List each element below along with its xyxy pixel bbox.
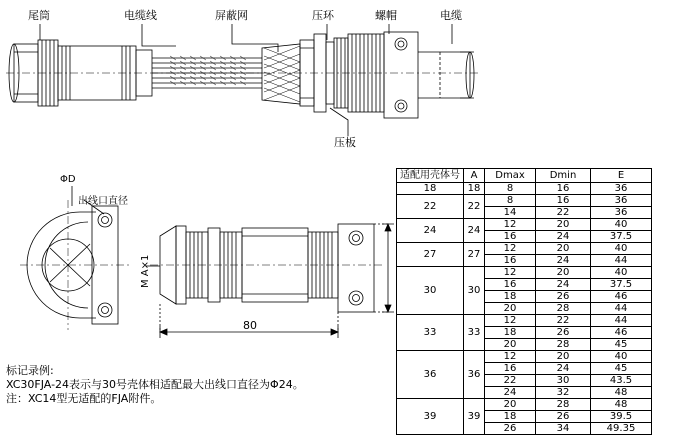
spec-table [396, 168, 652, 435]
cell-dmax: 22 [485, 375, 536, 387]
cell-shell: 33 [397, 315, 464, 351]
cell-e: 46 [591, 327, 652, 339]
cell-e: 46 [591, 291, 652, 303]
cell-dmax: 12 [485, 351, 536, 363]
th-dmin: Dmin [536, 169, 591, 183]
cell-shell: 18 [397, 183, 464, 195]
th-a: A [464, 169, 485, 183]
cell-e: 39.5 [591, 411, 652, 423]
cell-a: 22 [464, 195, 485, 219]
label-press-plate: 压板 [334, 136, 356, 149]
cell-e: 40 [591, 219, 652, 231]
cell-a: 33 [464, 315, 485, 351]
cell-e: 48 [591, 399, 652, 411]
table-row [397, 267, 652, 279]
cell-dmax: 12 [485, 315, 536, 327]
cell-dmax: 8 [485, 195, 536, 207]
table-row [397, 399, 652, 411]
cell-dmax: 18 [485, 327, 536, 339]
th-shell: 适配用壳体号 [397, 169, 464, 183]
cell-dmax: 12 [485, 267, 536, 279]
label-press-ring: 压环 [312, 9, 334, 22]
cell-dmin: 26 [536, 327, 591, 339]
cell-dmax: 20 [485, 303, 536, 315]
cell-e: 44 [591, 315, 652, 327]
cell-dmin: 24 [536, 231, 591, 243]
cell-dmin: 20 [536, 219, 591, 231]
cell-dmin: 26 [536, 411, 591, 423]
cell-a: 30 [464, 267, 485, 315]
label-thread-ma1: M A×1 [140, 254, 151, 288]
cell-shell: 39 [397, 399, 464, 435]
table-header-row [397, 169, 652, 183]
label-shell-sleeve: 尾筒 [28, 9, 50, 22]
cell-a: 18 [464, 183, 485, 195]
cell-dmin: 32 [536, 387, 591, 399]
table-row [397, 219, 652, 231]
cell-e: 40 [591, 351, 652, 363]
label-shield-mesh: 屏蔽网 [215, 9, 248, 22]
cell-dmax: 16 [485, 231, 536, 243]
cell-e: 44 [591, 303, 652, 315]
cell-e: 40 [591, 267, 652, 279]
label-cable-wire: 电缆线 [124, 9, 157, 22]
cell-dmax: 18 [485, 291, 536, 303]
cell-a: 24 [464, 219, 485, 243]
cell-dmin: 22 [536, 207, 591, 219]
cell-dmin: 20 [536, 243, 591, 255]
notes-line1: XC30FJA-24表示与30号壳体相适配最大出线口直径为Φ24。 [6, 378, 304, 391]
cell-a: 27 [464, 243, 485, 267]
cell-dmax: 8 [485, 183, 536, 195]
cell-a: 39 [464, 399, 485, 435]
notes-line2: 注：XC14型无适配的FJA附件。 [6, 392, 162, 405]
cell-dmax: 18 [485, 411, 536, 423]
table-body [397, 183, 652, 435]
th-dmax: Dmax [485, 169, 536, 183]
cell-e: 37.5 [591, 231, 652, 243]
cell-e: 36 [591, 207, 652, 219]
cell-e: 43.5 [591, 375, 652, 387]
cell-dmax: 24 [485, 387, 536, 399]
cell-dmin: 24 [536, 255, 591, 267]
cell-dmax: 12 [485, 243, 536, 255]
cell-e: 45 [591, 339, 652, 351]
cell-e: 49.35 [591, 423, 652, 435]
cell-shell: 30 [397, 267, 464, 315]
cell-dmax: 16 [485, 255, 536, 267]
cell-e: 36 [591, 195, 652, 207]
th-e: E [591, 169, 652, 183]
cell-dmax: 14 [485, 207, 536, 219]
cell-e: 45 [591, 363, 652, 375]
label-dim-80: 80 [243, 319, 257, 332]
notes-title: 标记录例: [6, 364, 54, 377]
cell-dmin: 20 [536, 351, 591, 363]
label-phi-d: ΦD [60, 174, 76, 185]
cell-dmin: 26 [536, 291, 591, 303]
cell-dmin: 28 [536, 303, 591, 315]
cell-dmin: 22 [536, 315, 591, 327]
notes-block [6, 364, 304, 406]
cell-dmin: 30 [536, 375, 591, 387]
cell-dmax: 16 [485, 279, 536, 291]
label-outlet-diameter: 出线口直径 [78, 196, 128, 207]
cell-a: 36 [464, 351, 485, 399]
table-row [397, 183, 652, 195]
cell-e: 37.5 [591, 279, 652, 291]
cell-e: 36 [591, 183, 652, 195]
cell-shell: 27 [397, 243, 464, 267]
cell-dmax: 26 [485, 423, 536, 435]
cell-dmax: 12 [485, 219, 536, 231]
table-row [397, 315, 652, 327]
cell-dmin: 24 [536, 279, 591, 291]
table-row [397, 351, 652, 363]
cell-dmin: 20 [536, 267, 591, 279]
cell-dmax: 16 [485, 363, 536, 375]
cell-dmin: 28 [536, 399, 591, 411]
cell-shell: 24 [397, 219, 464, 243]
cell-dmin: 34 [536, 423, 591, 435]
table-row [397, 243, 652, 255]
cell-shell: 22 [397, 195, 464, 219]
cell-e: 44 [591, 255, 652, 267]
cell-dmin: 16 [536, 195, 591, 207]
cell-dmax: 20 [485, 339, 536, 351]
cell-dmin: 16 [536, 183, 591, 195]
cell-shell: 36 [397, 351, 464, 399]
cell-e: 40 [591, 243, 652, 255]
label-screw-cap: 螺帽 [375, 9, 397, 22]
label-cable: 电缆 [440, 9, 462, 22]
cell-dmin: 24 [536, 363, 591, 375]
cell-dmin: 28 [536, 339, 591, 351]
cell-dmax: 20 [485, 399, 536, 411]
table-row [397, 195, 652, 207]
cell-e: 48 [591, 387, 652, 399]
